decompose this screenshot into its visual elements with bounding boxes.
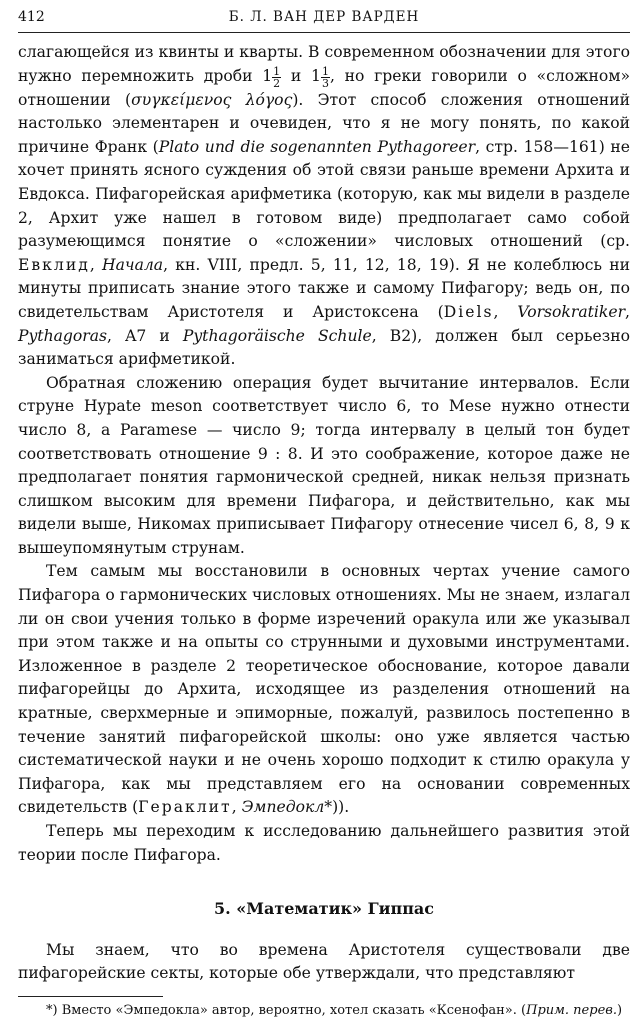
citation-frank: Plato und die sogenannten Pythagoreer xyxy=(158,137,476,156)
main-text xyxy=(18,41,630,1020)
fraction-one-half: $\frac{1}{2}$ xyxy=(273,64,281,90)
author-heraclitus: Гераклит xyxy=(138,798,232,817)
section-heading: 5. «Математик» Гиппас xyxy=(213,899,435,919)
author-euclid: Евклид xyxy=(18,255,90,274)
paragraph-3: Тем самым мы восстановили в основных чертах учение самого Пифагора о гармонических числовых отношениях. Мы не знаем, излагал ли он свои учения только в форме изречений оракула или же указывал при этом также и на опыты со струнными и духовыми инструментами. Изложенное в разделе 2 теоретическое обоснование, которое давали пифагорейцы до Архита, исходящее из разделения отношений на кратные, сверхмерные и эпиморные, пожалуй, развилось постепенно в течение занятий пифагорейской школы: оно уже является частью систематической науки и не очень хорошо подходит к стилю оракула у Пифагора, как мы представляем его на основании современных свидетельств (Гераклит, Эмпедокл*)). xyxy=(18,562,630,817)
author-diels: Diels xyxy=(443,302,494,321)
greek-term: συγκείμενος λόγος xyxy=(131,90,293,109)
author-empedocles: Эмпедокл xyxy=(241,798,325,817)
paragraph-2: Обратная сложению операция будет вычитание интервалов. Если струне Hypate meson соответствует число 6, то Mese нужно отнести число 8, а Paramese — число 9; тогда интервалу в целый тон будет соответствовать отношение 9 : 8. И это соображение, которое даже не предполагает понятия гармонической средней, никак нельзя признать слишком высоким для времени Пифагора, и действительно, как мы видели выше, Никомах приписывает Пифагору отнесение чисел 6, 8, 9 к вышеупомянутым струнам. xyxy=(18,373,630,557)
page-number: 412 xyxy=(18,9,45,25)
citation-pythagoras: Pythagoras xyxy=(18,326,108,345)
citation-pythagoraische-schule: Pythagoräische Schule xyxy=(182,326,372,345)
footnote-divider xyxy=(18,996,163,997)
paragraph-4: Теперь мы переходим к исследованию дальнейшего развития этой теории после Пифагора. xyxy=(18,822,630,864)
citation-elements: Начала xyxy=(101,255,164,274)
paragraph-1: слагающейся из квинты и кварты. В современном обозначении для этого нужно перемножить дроби 1 $\frac{1}{2}$ и 1 $\frac{1}{3}$ , но греки говорили о «сложном» отношении (συγκείμενος λόγος). Этот способ сложения отношений настолько элементарен и очевиден, что я не могу понять, по какой причине Франк (Plato und die sogenannten Pythagoreer, стр. 158—161) не хочет принять ясного суждения об этой связи раньше времени Архита и Евдокса. Пифагорейская арифметика (которую, как мы видели в разделе 2, Архит уже нашел в готовом виде) предполагает само собой разумеющимся понятие о «сложении» числовых отношений (ср. Евклид, Начала, кн. VIII, предл. 5, 11, 12, 18, 19). Я не колеблюсь ни минуты приписать знание этого также и самому Пифагору; ведь он, по свидетельствам Аристотеля и Аристоксена (Diels, Vorsokratiker, Pythagoras, A7 и Pythagoräische Schule, B2), должен был серьезно заниматься арифметикой. xyxy=(18,43,631,369)
running-header xyxy=(18,0,630,33)
translator-note: Прим. перев. xyxy=(526,1002,617,1018)
paragraph-5: Мы знаем, что во времена Аристотеля существовали две пифагорейские секты, которые обе утверждали, что представляют xyxy=(18,940,630,983)
footnote: *) Вместо «Эмпедокла» автор, вероятно, хотел сказать «Ксенофан». (Прим. перев.) xyxy=(46,1002,623,1018)
citation-vorsokratiker: Vorsokratiker xyxy=(517,302,626,321)
fraction-one-third: $\frac{1}{3}$ xyxy=(321,64,329,90)
running-title: Б. Л. ВАН ДЕР ВАРДЕН xyxy=(228,9,420,25)
